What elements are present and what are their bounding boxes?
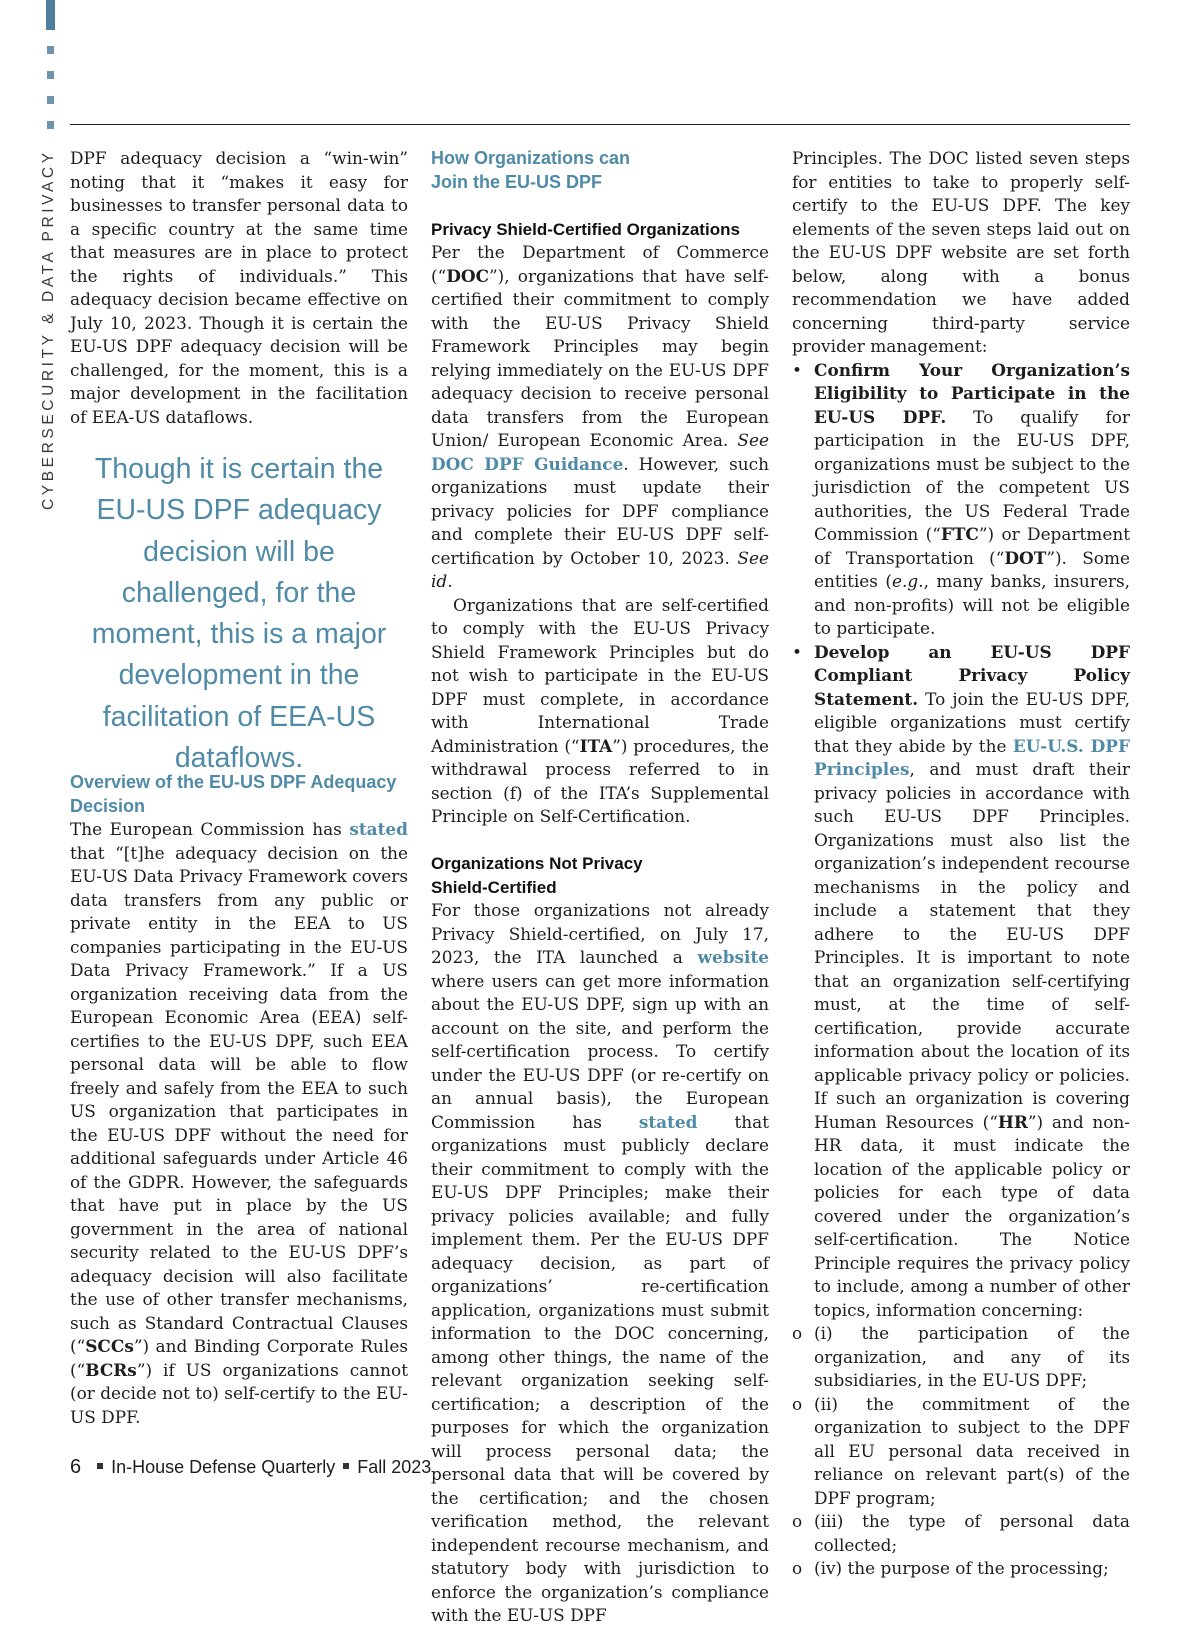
- certified-paragraph: Per the Department of Commerce (“DOC”), organizations that have self-certified their commitment to comply with the EU-US Privacy Shield Framework Principles may begin relying immediately on the EU-US DPF adequacy decision to receive personal data transfers from the European Union/ European Economic Area. See DOC DPF Guidance. However, such organizations must update their privacy policies for DPF compliance and complete their EU-US DPF self-certification by October 10, 2023. See id.: [431, 242, 769, 591]
- page-footer: [70, 1456, 431, 1479]
- withdrawal-paragraph: Organizations that are self-certified to comply with the EU-US Privacy Shield Framework Principles but do not wish to participate in the EU-US DPF must complete, in accordance with International Trade Administration (“ITA”) procedures, the withdrawal process referred to in section (f) of the ITA’s Supplemental Principle on Self-Certification.: [431, 594, 769, 826]
- steps-list: [792, 359, 1130, 1323]
- steps-intro-paragraph: Principles. The DOC listed seven steps for entities to take to properly self-certify to the EU-US DPF. The key elements of the seven steps laid out on the EU-US DPF website are set forth below, along with a bonus recommendation we have added concerning third-party service provider management:: [792, 148, 1130, 356]
- intro-paragraph: DPF adequacy decision a “win-win” noting that it “makes it easy for businesses to transfer personal data to a specific country at the same time that measures are in place to protect the rights of individuals.” This adequacy decision became effective on July 10, 2023. Though it is certain the EU-US DPF adequacy decision will be challenged, for the moment, this is a major development in the facilitation of EEA-US dataflows.: [70, 148, 408, 427]
- list-item: o (ii) the commitment of the organization to subject to the DPF all EU personal data received in reliance on relevant part(s) of the DPF program;: [792, 1393, 1130, 1508]
- notice-topics-list: [792, 1322, 1130, 1581]
- pull-quote: Though it is certain the EU-US DPF adequacy decision will be challenged, for the moment, this is a major development in the facilitation of EEA-US dataflows.: [91, 453, 387, 775]
- section-marker-dot: [47, 96, 54, 104]
- not-certified-heading: Organizations Not Privacy Shield-Certified: [431, 854, 643, 897]
- overview-paragraph: The European Commission has stated that “[t]he adequacy decision on the EU-US Data Privacy Framework covers data transfers from any public or private entity in the EEA to US companies participating in the EU-US Data Privacy Framework.” If a US organization receiving data from the European Economic Area (EEA) self-certifies to the EU-US DPF, such EEA personal data will be able to flow freely and safely from the EEA to such US organization that participates in the EU-US DPF without the need for additional safeguards under Article 46 of the GDPR. However, the safeguards that have put in place by the US government in the area of national security related to the EU-US DPF’s adequacy decision will also facilitate the use of other transfer mechanisms, such as Standard Contractual Clauses (“SCCs”) and Binding Corporate Rules (“BCRs”) if US organizations cannot (or decide not to) self-certify to the EU-US DPF.: [70, 819, 408, 1427]
- header-rule: [70, 124, 1130, 125]
- join-heading: How Organizations can Join the EU-US DPF: [431, 148, 631, 192]
- overview-heading: Overview of the EU-US DPF Adequacy Decision: [70, 772, 397, 816]
- publication-name: In-House Defense Quarterly: [111, 1457, 336, 1477]
- section-label: CYBERSECURITY & DATA PRIVACY: [40, 149, 57, 510]
- section-color-bar: [46, 0, 55, 30]
- page-number: 6: [70, 1456, 82, 1478]
- circle-bullet-icon: o: [792, 1323, 803, 1343]
- column-1: [70, 147, 408, 1429]
- list-item: o (i) the participation of the organization, and any of its subsidiaries, in the EU-US DPF;: [792, 1323, 1130, 1390]
- dpf-principles-link[interactable]: EU-U.S. DPF Principles: [814, 735, 1131, 779]
- circle-bullet-icon: o: [792, 1558, 803, 1578]
- section-marker-dot: [47, 121, 54, 129]
- website-link[interactable]: website: [697, 947, 770, 967]
- list-item: • Confirm Your Organization’s Eligibility to Participate in the EU-US DPF. To qualify for participation in the EU-US DPF, organizations must be subject to the jurisdiction of the competent US authorities, the US Federal Trade Commission (“FTC”) or Department of Transportation (“DOT”). Some entities (e.g., many banks, insurers, and non-profits) will not be eligible to participate.: [792, 359, 1130, 638]
- circle-bullet-icon: o: [792, 1393, 803, 1414]
- column-2: [431, 147, 769, 1628]
- separator-square-icon: [343, 1463, 349, 1469]
- section-marker-dot: [47, 71, 54, 79]
- bullet-icon: •: [792, 641, 802, 662]
- separator-square-icon: [97, 1463, 103, 1469]
- circle-bullet-icon: o: [792, 1511, 803, 1531]
- not-certified-paragraph: For those organizations not already Privacy Shield-certified, on July 17, 2023, the ITA launched a website where users can get more information about the EU-US DPF, sign up with an account on the site, and perform the self-certification process. To certify under the EU-US DPF (or re-certify on an annual basis), the European Commission has stated that organizations must publicly declare their commitment to comply with the EU-US DPF Principles; make their privacy policies available; and fully implement them. Per the EU-US DPF adequacy decision, as part of organizations’ re-certification application, organizations must submit information to the DOC concerning, among other things, the name of the relevant organization seeking self-certification; a description of the purposes for which the organization will process personal data; the personal data that will be covered by the certification; and the chosen verification method, the relevant independent recourse mechanism, and statutory body with jurisdiction to enforce the organization’s compliance with the EU-US DPF: [431, 900, 770, 1625]
- stated-link[interactable]: stated: [638, 1111, 698, 1132]
- bullet-icon: •: [792, 359, 802, 380]
- issue-label: Fall 2023: [357, 1457, 432, 1477]
- privacy-shield-certified-heading: Privacy Shield-Certified Organizations: [431, 219, 740, 239]
- list-item: o (iv) the purpose of the processing;: [792, 1557, 1130, 1581]
- section-marker-dot: [47, 46, 54, 54]
- list-item: o (iii) the type of personal data collected;: [792, 1511, 1130, 1555]
- doc-dpf-guidance-link[interactable]: DOC DPF Guidance: [431, 453, 624, 474]
- stated-link[interactable]: stated: [349, 819, 408, 839]
- list-item: • Develop an EU-US DPF Compliant Privacy Policy Statement. To join the EU-US DPF, eligible organizations must certify that they abide by the EU-U.S. DPF Principles, and must draft their privacy policies in accordance with such EU-US DPF Principles. Organizations must also list the organization’s independent recourse mechanisms in the policy and include a statement that they adhere to the EU-US DPF Principles. It is important to note that an organization self-certifying must, at the time of self-certification, provide accurate information about the location of its applicable privacy policy or policies. If such an organization is covering Human Resources (“HR”) and non-HR data, it must indicate the location of the applicable policy or policies for each type of data covered under the organization’s self-certification. The Notice Principle requires the privacy policy to include, among a number of other topics, information concerning:: [792, 641, 1131, 1320]
- column-3: [792, 147, 1130, 1581]
